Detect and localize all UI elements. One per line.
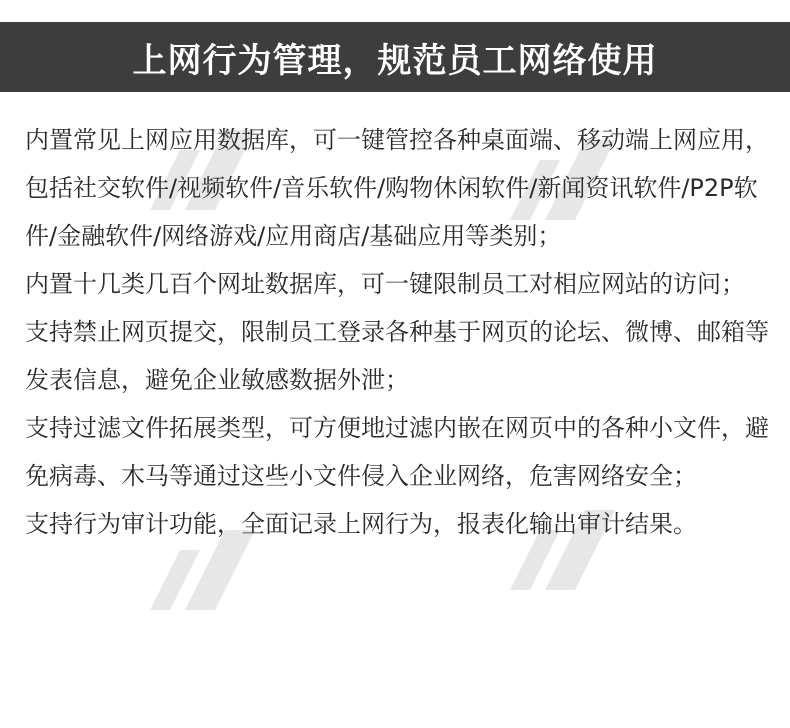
paragraph-url-database: 内置十几类几百个网址数据库，可一键限制员工对相应网站的访问； (25, 270, 745, 298)
paragraph-file-filter: 支持过滤文件拓展类型，可方便地过滤内嵌在网页中的各种小文件，避免病毒、木马等通过这些小文件侵入企业网络，危害网络安全； (25, 414, 769, 490)
paragraph-audit: 支持行为审计功能，全面记录上网行为，报表化输出审计结果。 (25, 510, 697, 538)
paragraph-web-submit-block: 支持禁止网页提交，限制员工登录各种基于网页的论坛、微博、邮箱等发表信息，避免企业敏感数据外泄； (25, 318, 769, 394)
paragraph-app-database: 内置常见上网应用数据库，可一键管控各种桌面端、移动端上网应用，包括社交软件/视频软件/音乐软件/购物休闲软件/新闻资讯软件/P2P软件/金融软件/网络游戏/应用商店/基础应用等类别； (25, 126, 769, 250)
header-banner (0, 22, 790, 92)
feature-description (25, 116, 770, 548)
page-title: 上网行为管理，规范员工网络使用 (132, 40, 658, 81)
